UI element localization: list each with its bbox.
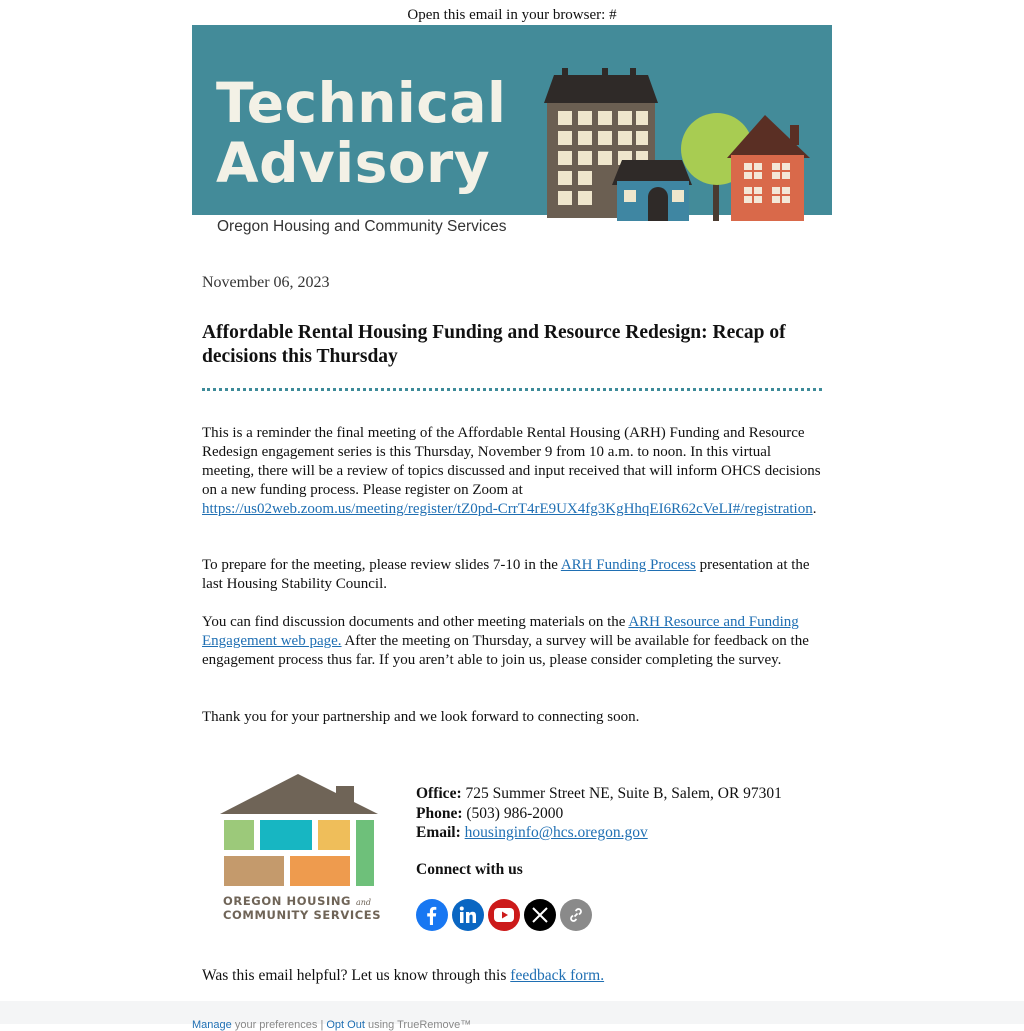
paragraph-thanks: Thank you for your partnership and we look forward to connecting soon. — [202, 709, 640, 725]
svg-text:COMMUNITY SERVICES: COMMUNITY SERVICES — [223, 908, 382, 922]
connect-heading: Connect with us — [416, 861, 523, 878]
manage-link[interactable]: Manage — [192, 1019, 232, 1031]
youtube-icon[interactable] — [488, 899, 520, 931]
linkedin-icon[interactable] — [452, 899, 484, 931]
social-icons — [416, 899, 592, 931]
bottom-bar — [0, 1001, 1024, 1031]
office-line: Office: 725 Summer Street NE, Suite B, Salem, OR 97301 — [416, 785, 782, 802]
x-icon[interactable] — [524, 899, 556, 931]
bottom-preferences: Manage your preferences | Opt Out using TrueRemove™ — [192, 1019, 472, 1031]
browser-view-text: Open this email in your browser: — [407, 7, 606, 23]
feedback-form-link[interactable]: feedback form. — [510, 967, 605, 984]
contact-block — [416, 784, 782, 843]
svg-text:and: and — [356, 898, 372, 907]
browser-view-link[interactable]: # — [609, 7, 617, 23]
engagement-webpage-link[interactable]: ARH Resource and Funding Engagement web page. — [202, 614, 799, 649]
email-line: Email: housinginfo@hcs.oregon.gov — [416, 824, 648, 841]
ohcs-logo — [218, 772, 380, 937]
zoom-registration-link[interactable]: https://us02web.zoom.us/meeting/register/tZ0pd-CrrT4rE9UX4fg3KgHhqEI6R62cVeLI#/registration — [202, 501, 813, 517]
opt-out-link[interactable]: Opt Out — [326, 1019, 365, 1031]
article-date: November 06, 2023 — [202, 274, 330, 291]
article-title: Affordable Rental Housing Funding and Resource Redesign: Recap of decisions this Thursday — [202, 322, 786, 367]
arh-funding-process-link[interactable]: ARH Funding Process — [560, 557, 696, 573]
link-icon[interactable] — [560, 899, 592, 931]
browser-view-line — [0, 5, 1024, 25]
feedback-line: Was this email helpful? Let us know through this feedback form. — [202, 967, 605, 984]
svg-text:OREGON HOUSING: OREGON HOUSING — [223, 894, 352, 908]
paragraph-intro: This is a reminder the final meeting of the Affordable Rental Housing (ARH) Funding and Resource Redesign engagement series is this Thursday, November 9 from 10 a.m. to noon. In this virtual meeting, there will be a review of topics discussed and input received that will inform OHCS decisions on a new funding process. Please register on Zoom at https://us02web.zoom.us/meeting/register/tZ0pd-CrrT4rE9UX4fg3KgHhqEI6R62cVeLI#/registration. — [202, 425, 821, 517]
phone-line: Phone: (503) 986-2000 — [416, 804, 564, 822]
facebook-icon[interactable] — [416, 899, 448, 931]
banner-subtitle: Oregon Housing and Community Services — [217, 218, 507, 235]
houses-illustration — [532, 63, 832, 223]
paragraph-materials: You can find discussion documents and other meeting materials on the ARH Resource and Funding Engagement web page. After the meeting on Thursday, a survey will be available for feedback on the engagement process thus far. If you aren’t able to join us, please consider completing the survey. — [202, 614, 809, 668]
email-link[interactable]: housinginfo@hcs.oregon.gov — [464, 824, 648, 841]
header-banner — [192, 25, 832, 245]
paragraph-prepare: To prepare for the meeting, please review slides 7-10 in the ARH Funding Process presentation at the last Housing Stability Council. — [202, 557, 810, 592]
banner-title: Technical Advisory — [216, 71, 507, 195]
title-divider — [202, 388, 822, 391]
